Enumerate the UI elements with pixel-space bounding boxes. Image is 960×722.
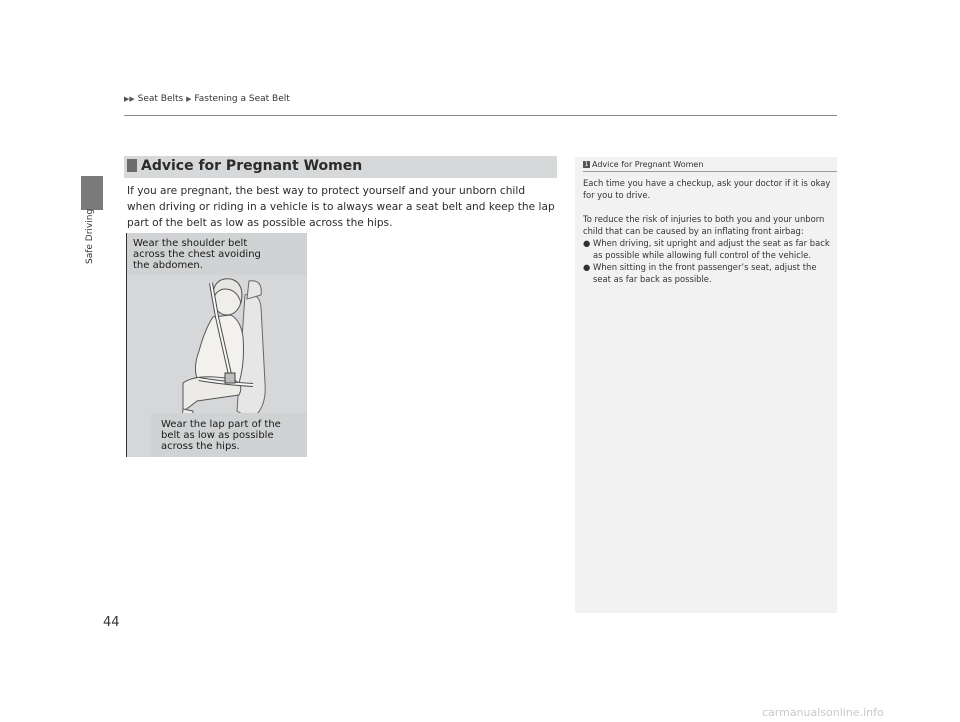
bullet-icon: ● xyxy=(583,238,591,248)
chapter-tab-label: Safe Driving xyxy=(85,208,95,264)
breadcrumb-arrow-icon: ▶▶ xyxy=(124,95,135,103)
section-body-text: If you are pregnant, the best way to protect yourself and your unborn child when driving or riding in a vehicle is to always wear a seat belt and keep the lap part of the belt as low as possible across the hips. xyxy=(127,185,555,229)
note-body xyxy=(583,177,833,285)
note-paragraph: To reduce the risk of injuries to both you and your unborn child that can be caused by an inflating front airbag: xyxy=(583,214,825,236)
caption-line: across the hips. xyxy=(161,441,240,452)
breadcrumb xyxy=(124,94,290,104)
chapter-tab-marker xyxy=(81,176,103,210)
note-divider xyxy=(583,171,837,172)
note-bullet xyxy=(583,237,833,261)
figure-caption-shoulder-belt xyxy=(133,238,261,271)
section-header xyxy=(124,156,557,178)
note-heading-text: Advice for Pregnant Women xyxy=(592,160,704,169)
header-divider xyxy=(124,115,837,116)
caption-line: Wear the shoulder belt xyxy=(133,238,248,249)
breadcrumb-arrow-icon: ▶ xyxy=(186,95,192,103)
note-bullet xyxy=(583,261,833,285)
caption-line: Wear the lap part of the xyxy=(161,419,281,430)
section-title: Advice for Pregnant Women xyxy=(141,158,363,174)
breadcrumb-item-seat-belts[interactable]: Seat Belts xyxy=(137,94,184,104)
chapter-tab xyxy=(84,206,98,286)
note-reference-icon: 1 xyxy=(584,161,589,168)
caption-line: belt as low as possible xyxy=(161,430,274,441)
breadcrumb-item-fastening[interactable]: Fastening a Seat Belt xyxy=(194,94,290,104)
page-number: 44 xyxy=(103,615,120,630)
caption-line: across the chest avoiding xyxy=(133,249,261,260)
section-square-icon xyxy=(127,159,137,172)
bullet-icon: ● xyxy=(583,262,591,272)
caption-line: the abdomen. xyxy=(133,260,203,271)
sidebar-note xyxy=(575,157,837,613)
note-heading xyxy=(583,160,703,169)
note-bullet-text: When driving, sit upright and adjust the seat as far back as possible while allowing full control of the vehicle. xyxy=(592,238,830,260)
note-bullet-text: When sitting in the front passenger’s seat, adjust the seat as far back as possible. xyxy=(592,262,817,284)
note-paragraph: Each time you have a checkup, ask your doctor if it is okay for you to drive. xyxy=(583,178,831,200)
figure-caption-lap-belt xyxy=(151,413,307,457)
watermark: carmanualsonline.info xyxy=(762,706,884,719)
